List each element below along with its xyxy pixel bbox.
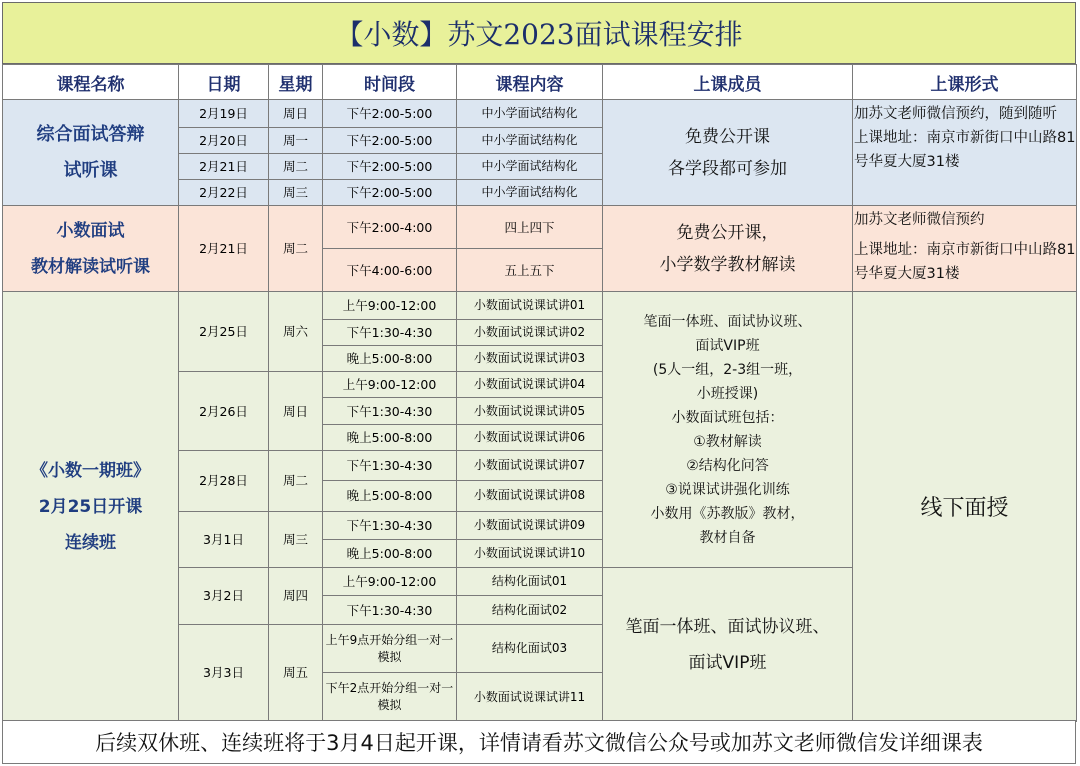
content-cell: 中小学面试结构化 xyxy=(457,100,603,127)
members-cell: 免费公开课 各学段都可参加 xyxy=(603,100,853,206)
content-cell: 小数面试说课试讲11 xyxy=(457,673,603,722)
time-cell: 下午2:00-5:00 xyxy=(323,153,457,179)
time-cell: 下午2:00-5:00 xyxy=(323,100,457,127)
form-cell: 线下面授 xyxy=(853,292,1077,722)
content-cell: 五上五下 xyxy=(457,248,603,291)
content-cell: 四上四下 xyxy=(457,206,603,248)
time-cell: 下午2:00-5:00 xyxy=(323,127,457,153)
content-cell: 中小学面试结构化 xyxy=(457,127,603,153)
time-cell: 上午9:00-12:00 xyxy=(323,292,457,319)
weekday-cell: 周六 xyxy=(269,292,323,372)
time-cell: 下午1:30-4:30 xyxy=(323,398,457,424)
table-row xyxy=(3,100,1077,127)
course-name-period1: 《小数一期班》 2月25日开课 连续班 xyxy=(3,292,179,722)
time-cell: 晚上5:00-8:00 xyxy=(323,424,457,450)
date-cell: 2月20日 xyxy=(179,127,269,153)
content-cell: 中小学面试结构化 xyxy=(457,180,603,206)
date-cell: 2月25日 xyxy=(179,292,269,372)
header-date: 日期 xyxy=(179,65,269,100)
time-cell: 晚上5:00-8:00 xyxy=(323,481,457,511)
time-cell: 下午1:30-4:30 xyxy=(323,511,457,539)
content-cell: 小数面试说课试讲06 xyxy=(457,424,603,450)
header-content: 课程内容 xyxy=(457,65,603,100)
date-cell: 2月21日 xyxy=(179,153,269,179)
time-cell: 上午9:00-12:00 xyxy=(323,568,457,596)
date-cell: 3月1日 xyxy=(179,511,269,568)
content-cell: 中小学面试结构化 xyxy=(457,153,603,179)
content-cell: 小数面试说课试讲05 xyxy=(457,398,603,424)
header-row xyxy=(3,65,1077,100)
date-cell: 3月2日 xyxy=(179,568,269,625)
weekday-cell: 周二 xyxy=(269,153,323,179)
weekday-cell: 周五 xyxy=(269,624,323,721)
header-members: 上课成员 xyxy=(603,65,853,100)
content-cell: 小数面试说课试讲04 xyxy=(457,372,603,398)
content-cell: 小数面试说课试讲02 xyxy=(457,319,603,345)
date-cell: 3月3日 xyxy=(179,624,269,721)
time-cell: 下午1:30-4:30 xyxy=(323,596,457,624)
table-row xyxy=(3,206,1077,248)
content-cell: 小数面试说课试讲03 xyxy=(457,345,603,371)
time-cell: 下午4:00-6:00 xyxy=(323,248,457,291)
table-row xyxy=(3,292,1077,319)
weekday-cell: 周日 xyxy=(269,100,323,127)
content-cell: 小数面试说课试讲10 xyxy=(457,539,603,567)
time-cell: 上午9点开始分组一对一模拟 xyxy=(323,624,457,673)
time-cell: 下午1:30-4:30 xyxy=(323,450,457,480)
date-cell: 2月26日 xyxy=(179,372,269,451)
page-title: 【小数】苏文2023面试课程安排 xyxy=(2,2,1076,64)
form-cell: 加苏文老师微信预约 上课地址：南京市新街口中山路81号华夏大厦31楼 xyxy=(853,206,1077,292)
weekday-cell: 周日 xyxy=(269,372,323,451)
weekday-cell: 周二 xyxy=(269,206,323,292)
content-cell: 结构化面试03 xyxy=(457,624,603,673)
content-cell: 结构化面试02 xyxy=(457,596,603,624)
header-course-name: 课程名称 xyxy=(3,65,179,100)
footer-note: 后续双休班、连续班将于3月4日起开课，详情请看苏文微信公众号或加苏文老师微信发详细课表 xyxy=(2,720,1076,764)
time-cell: 下午2:00-5:00 xyxy=(323,180,457,206)
content-cell: 小数面试说课试讲07 xyxy=(457,450,603,480)
time-cell: 下午2:00-4:00 xyxy=(323,206,457,248)
header-time: 时间段 xyxy=(323,65,457,100)
time-cell: 下午1:30-4:30 xyxy=(323,319,457,345)
date-cell: 2月19日 xyxy=(179,100,269,127)
schedule-table xyxy=(2,64,1077,722)
weekday-cell: 周三 xyxy=(269,511,323,568)
course-name-textbook: 小数面试 教材解读试听课 xyxy=(3,206,179,292)
members-cell: 免费公开课， 小学数学教材解读 xyxy=(603,206,853,292)
date-cell: 2月22日 xyxy=(179,180,269,206)
date-cell: 2月28日 xyxy=(179,450,269,511)
content-cell: 小数面试说课试讲08 xyxy=(457,481,603,511)
content-cell: 结构化面试01 xyxy=(457,568,603,596)
members-cell-vip: 笔面一体班、面试协议班、 面试VIP班 xyxy=(603,568,853,722)
course-name-trial: 综合面试答辩 试听课 xyxy=(3,100,179,206)
header-form: 上课形式 xyxy=(853,65,1077,100)
members-cell: 笔面一体班、面试协议班、 面试VIP班 (5人一组，2-3组一班， 小班授课) 小数面试班包括： ①教材解读 ②结构化问答 ③说课试讲强化训练 小数用《苏教版》教材， 教材自备 xyxy=(603,292,853,568)
weekday-cell: 周二 xyxy=(269,450,323,511)
weekday-cell: 周一 xyxy=(269,127,323,153)
time-cell: 上午9:00-12:00 xyxy=(323,372,457,398)
content-cell: 小数面试说课试讲09 xyxy=(457,511,603,539)
content-cell: 小数面试说课试讲01 xyxy=(457,292,603,319)
header-weekday: 星期 xyxy=(269,65,323,100)
weekday-cell: 周三 xyxy=(269,180,323,206)
date-cell: 2月21日 xyxy=(179,206,269,292)
time-cell: 下午2点开始分组一对一模拟 xyxy=(323,673,457,722)
time-cell: 晚上5:00-8:00 xyxy=(323,539,457,567)
form-cell: 加苏文老师微信预约，随到随听 上课地址：南京市新街口中山路81号华夏大厦31楼 xyxy=(853,100,1077,206)
weekday-cell: 周四 xyxy=(269,568,323,625)
time-cell: 晚上5:00-8:00 xyxy=(323,345,457,371)
